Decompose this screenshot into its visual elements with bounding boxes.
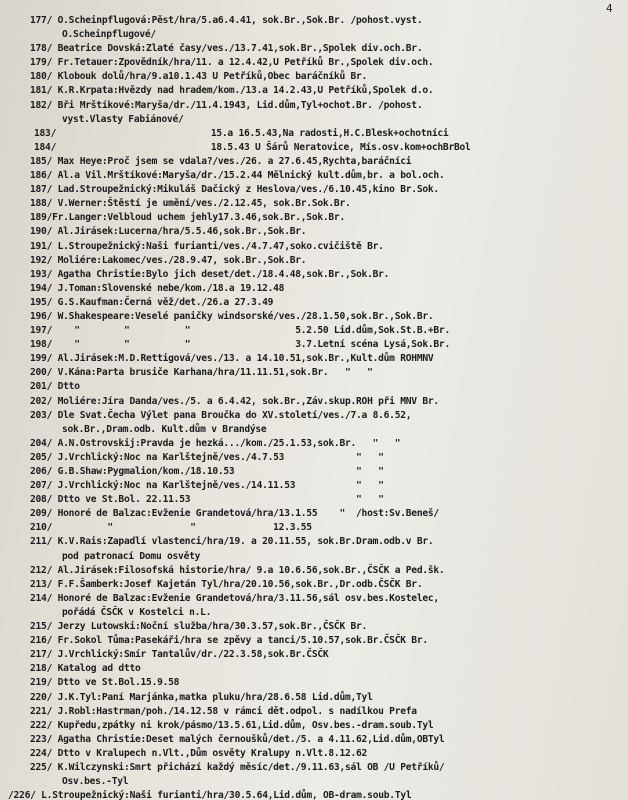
list-line-text: 194/ J.Toman:Slovenské nebe/kom./18.a 19.12.48 [30, 282, 285, 294]
list-line-text: 197/ " " " 5.2.50 Lid.dům,Sok.St.B.+Br. [30, 325, 450, 337]
list-line [0, 465, 628, 479]
list-line [0, 366, 628, 380]
list-line-text: 217/ J.Vrchlický:Smír Tantalův/dr./22.3.58,sok.Br.ČSČK [30, 649, 329, 661]
list-line-text: 201/ Dtto [30, 381, 80, 393]
list-line-text: 216/ Fr.Sokol Tůma:Pasekáři/hra se zpěvy a tanci/5.10.57,sok.Br.ČSČK Br. [30, 635, 428, 647]
list-line-text: 183/ 15.a 16.5.43,Na radosti,H.C.Blesk+ochotníci [34, 127, 449, 139]
list-line-text: 179/ Fr.Tetauer:Zpovědník/hra/11. a 12.4.42,U Petříků Br.,Spolek div.och. [30, 57, 434, 69]
list-line-text: 199/ Al.Jirásek:M.D.Rettigová/ves./13. a 14.10.51,sok.Br.,Kult.dům ROHMNV [30, 353, 434, 365]
list-line-text: 180/ Klobouk dolů/hra/9.a10.1.43 U Petříků,Obec baráčníků Br. [30, 71, 368, 83]
list-line-text: sok.Br.,Dram.odb. Kult.dům v Brandýse [62, 423, 267, 435]
list-line [0, 606, 628, 620]
list-line [0, 775, 628, 789]
list-line [0, 240, 628, 254]
list-line [0, 521, 628, 535]
list-line [0, 592, 628, 606]
list-line-text: 219/ Dtto ve St.Bol.15.9.58 [30, 677, 180, 689]
list-line [0, 113, 628, 127]
list-line-text: 218/ Katalog ad dtto [30, 663, 141, 675]
list-line-text: 215/ Jerzy Lutowski:Noční služba/hra/30.3.57,sok.Br.,ČSČK Br. [30, 621, 368, 633]
list-line [0, 423, 628, 437]
list-line-text: 184/ 18.5.43 U Šárů Neratovice, Mís.osv.kom+ochBrBol [34, 141, 471, 153]
list-line-text: 223/ Agatha Christie:Deset malých černoušků/det./5. a 4.11.62,Lid.dům,OBTyl [30, 733, 445, 745]
list-line [0, 282, 628, 296]
list-line [0, 324, 628, 338]
list-line [0, 691, 628, 705]
list-line-text: 212/ Al.Jirásek:Filosofská historie/hra/ 9.a 10.6.56,sok.Br.,ČSČK a Ped.šk. [30, 564, 445, 576]
list-line-text: 204/ A.N.Ostrovskij:Pravda je hezká.../kom./25.1.53,sok.Br. " " [30, 437, 401, 449]
list-line [0, 719, 628, 733]
list-line-text: /226/ L.Stroupežnický:Naši furianti/hra/30.5.64,Lid.dům, OB-dram.soub.Tyl [8, 790, 412, 800]
list-line [0, 550, 628, 564]
list-line [0, 479, 628, 493]
list-line [0, 705, 628, 719]
list-line-text: 210/ " " 12.3.55 [30, 522, 312, 534]
list-line [0, 352, 628, 366]
list-line [0, 127, 628, 141]
list-line-text: 189/Fr.Langer:Velbloud uchem jehly17.3.46,sok.Br.,Sok.Br. [30, 212, 345, 224]
list-line-text: 202/ Moliére:Jíra Danda/ves./5. a 6.4.42, sok.Br.,Záv.skup.ROH při MNV Br. [30, 395, 439, 407]
list-line-text: vyst.Vlasty Fabiánové/ [62, 113, 184, 125]
page-number: 4 [606, 2, 613, 15]
list-line-text: 206/ G.B.Shaw:Pygmalion/kom./18.10.53 " " [30, 466, 384, 477]
list-line [0, 564, 628, 578]
list-line-text: pod patronací Domu osvěty [62, 550, 201, 562]
list-line-text: 220/ J.K.Tyl:Paní Marjánka,matka pluku/hra/28.6.58 Lid.dům,Tyl [30, 691, 373, 703]
list-line [0, 310, 628, 324]
list-line [0, 56, 628, 70]
list-line-text: 196/ W.Shakespeare:Veselé paničky windsorské/ves./28.1.50,sok.Br.,Sok.Br. [30, 310, 434, 322]
list-line [0, 789, 628, 800]
list-line [0, 169, 628, 183]
list-line-text: 213/ F.F.Šamberk:Josef Kajetán Tyl/hra/20.10.56,sok.Br.,Dr.odb.ČSČK Br. [30, 578, 423, 590]
list-line [0, 197, 628, 211]
list-line [0, 578, 628, 592]
list-line [0, 733, 628, 747]
list-line-text: 221/ J.Robl:Hastrman/poh./14.12.58 v rámci dět.odpol. s nadílkou Prefa [30, 705, 417, 717]
list-line [0, 28, 628, 42]
list-line-text: pořádá ČSČK v Kostelci n.L. [62, 606, 212, 618]
list-line [0, 437, 628, 451]
list-line [0, 338, 628, 352]
list-line [0, 14, 628, 28]
list-line-text: 203/ Dle Svat.Čecha Výlet pana Broučka do XV.století/ves./7.a 8.6.52, [30, 409, 412, 421]
list-line [0, 634, 628, 648]
list-line [0, 662, 628, 676]
list-line-text: 225/ K.Wilczynski:Smrt přichází každý měsíc/det./9.11.63,sál OB /U Petříků/ [30, 761, 445, 773]
list-line [0, 183, 628, 197]
list-line [0, 254, 628, 268]
list-line-text: 192/ Moliére:Lakomec/ves./28.9.47, sok.Br.,Sok.Br. [30, 254, 307, 266]
list-line [0, 99, 628, 113]
list-line [0, 268, 628, 282]
list-line-text: 200/ V.Kána:Parta brusiče Karhana/hra/11.11.51,sok.Br. " " [30, 367, 373, 379]
list-line-text: 211/ K.V.Rais:Zapadlí vlastenci/hra/19. a 20.11.55, sok.Br.Dram.odb.v Br. [30, 536, 434, 548]
list-line [0, 493, 628, 507]
list-line [0, 409, 628, 423]
list-line-text: 187/ Lad.Stroupežnický:Mikuláš Dačický z Heslova/ves./6.10.45,kino Br.Sok. [30, 184, 439, 196]
list-line [0, 84, 628, 98]
list-line [0, 296, 628, 310]
list-line [0, 676, 628, 690]
list-line [0, 507, 628, 521]
list-line [0, 451, 628, 465]
list-line [0, 395, 628, 409]
list-line-text: 193/ Agatha Christie:Bylo jich deset/det./18.4.48,sok.Br.,Sok.Br. [30, 268, 390, 280]
list-line-text: Osv.bes.-Tyl [62, 776, 129, 788]
list-line-text: 198/ " " " 3.7.Letní scéna Lysá,Sok.Br. [30, 339, 450, 351]
list-line [0, 155, 628, 169]
list-line-text: 190/ Al.Jirásek:Lucerna/hra/5.5.46,sok.Br.,Sok.Br. [30, 226, 307, 238]
list-line [0, 141, 628, 155]
list-line-text: 207/ J.Vrchlický:Noc na Karlštejně/ves./14.11.53 " " [30, 480, 384, 492]
performance-list [0, 14, 628, 800]
list-line-text: 205/ J.Vrchlický:Noc na Karlštejně/ves./4.7.53 " " [30, 451, 384, 463]
list-line [0, 380, 628, 394]
list-line-text: 181/ K.R.Krpata:Hvězdy nad hradem/kom./13.a 14.2.43,U Petříků,Spolek d.o. [30, 85, 434, 97]
list-line-text: 214/ Honoré de Balzac:Evženie Grandetová/hra/3.11.56,sál osv.bes.Kostelec, [30, 592, 439, 604]
list-line [0, 42, 628, 56]
list-line-text: 188/ V.Werner:Štěstí je umění/ves./2.12.45, sok.Br.Sok.Br. [30, 198, 351, 210]
list-line-text: 185/ Max Heye:Proč jsem se vdala?/ves./26. a 27.6.45,Rychta,baráčníci [30, 155, 412, 167]
list-line [0, 620, 628, 634]
list-line [0, 211, 628, 225]
list-line-text: 208/ Dtto ve St.Bol. 22.11.53 " " [30, 494, 384, 506]
list-line-text: 182/ Bři Mrštíkové:Maryša/dr./11.4.1943, Lid.dům,Tyl+ochot.Br. /pohost. [30, 99, 423, 111]
list-line-text: 195/ G.S.Kaufman:Černá věž/det./26.a 27.3.49 [30, 296, 274, 308]
list-line-text: 224/ Dtto v Kralupech n.Vlt.,Dům osvěty Kralupy n.Vlt.8.12.62 [30, 747, 368, 759]
list-line-text: 178/ Beatrice Dovská:Zlaté časy/ves./13.7.41,sok.Br.,Spolek div.och.Br. [30, 43, 423, 55]
list-line [0, 761, 628, 775]
list-line [0, 225, 628, 239]
list-line [0, 535, 628, 549]
list-line-text: 186/ Al.a Vil.Mrštíkové:Maryša/dr./15.2.44 Mělnický kult.dům,br. a bol.och. [30, 170, 445, 182]
list-line [0, 70, 628, 84]
list-line-text: 177/ O.Scheinpflugová:Pěst/hra/5.a6.4.41, sok.Br.,Sok.Br. /pohost.vyst. [30, 15, 423, 26]
list-line-text: 209/ Honoré de Balzac:Evženie Grandetová/hra/13.1.55 " /host:Sv.Beneš/ [30, 508, 439, 520]
list-line-text: 222/ Kupředu,zpátky ni krok/pásmo/13.5.61,Lid.dům, Osv.bes.-dram.soub.Tyl [30, 719, 434, 731]
list-line [0, 747, 628, 761]
list-line-text: O.Scheinpflugové/ [62, 29, 156, 41]
list-line-text: 191/ L.Stroupežnický:Naši furianti/ves./4.7.47,soko.cvičiště Br. [30, 240, 384, 252]
list-line [0, 648, 628, 662]
